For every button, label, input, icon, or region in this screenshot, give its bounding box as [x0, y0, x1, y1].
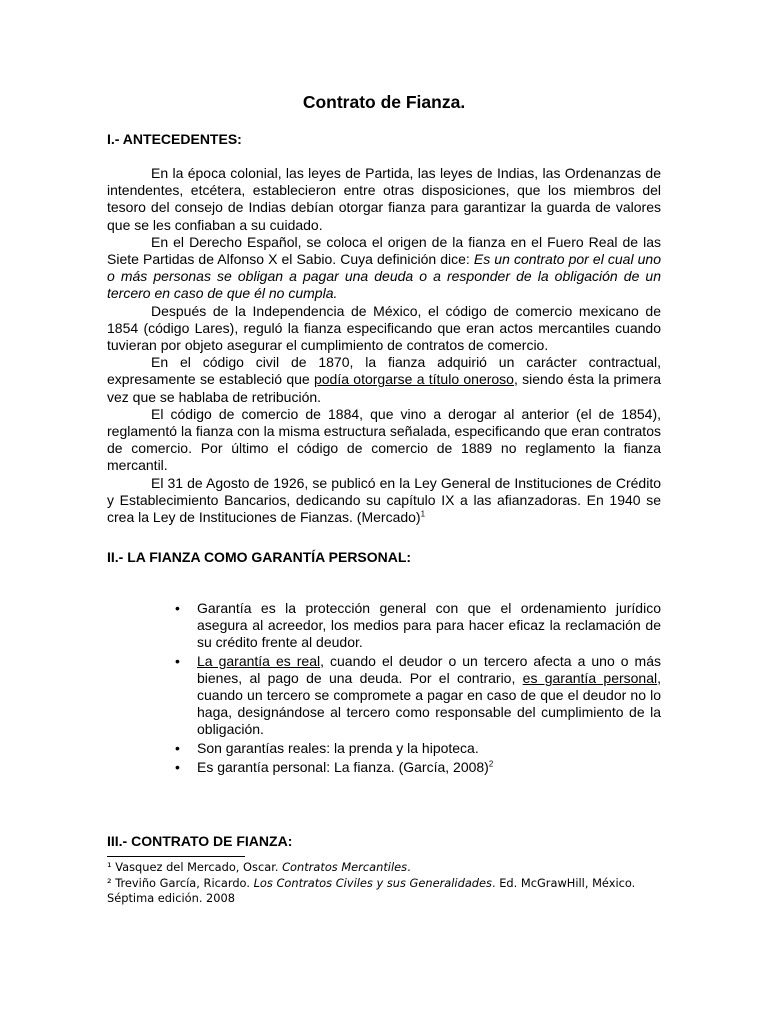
- footnote-number: ¹: [107, 860, 112, 874]
- paragraph-codigo-civil-1870: [107, 354, 661, 406]
- underlined-phrase: podía otorgarse a título oneroso: [313, 371, 514, 388]
- section-heading-contrato-de-fianza: III.- CONTRATO DE FIANZA:: [107, 833, 293, 849]
- bullet-icon: •: [175, 600, 180, 616]
- footnote-book-title: Contratos Mercantiles: [282, 860, 408, 874]
- paragraph-text: En el Derecho Español, se coloca el origen de la fianza en el Fuero Real de las Siete Partidas de Alfonso X el Sabio. Cuya definición dice:: [107, 233, 661, 268]
- bullet-icon: •: [175, 739, 180, 756]
- list-item-text: Son garantías reales: la prenda y la hipoteca.: [197, 739, 479, 756]
- underlined-phrase: La garantía es real: [197, 652, 321, 669]
- paragraph-ley-1926: [107, 475, 661, 527]
- footnote-text: .: [407, 860, 411, 874]
- footnote-number: ²: [107, 876, 112, 890]
- footnote-ref-2[interactable]: 2: [488, 759, 494, 769]
- footnote-text: Vasquez del Mercado, Oscar.: [111, 860, 283, 874]
- paragraph-text: , siendo ésta la primera vez que se hablaba de retribución.: [107, 371, 661, 405]
- section-antecedentes-body: [107, 165, 661, 526]
- document-title: Contrato de Fianza.: [302, 92, 466, 112]
- list-item-text: Garantía es la protección general con que el ordenamiento jurídico asegura al acreedor, los medios para para hacer eficaz la reclamación de su crédito frente al deudor.: [197, 600, 661, 651]
- section-heading-garantia-personal: II.- LA FIANZA COMO GARANTÍA PERSONAL:: [107, 549, 412, 565]
- paragraph-text: En el código civil de 1870, la fianza adquirió un carácter contractual, expresamente se estableció que: [107, 354, 661, 388]
- paragraph-codigo-comercio-1884: El código de comercio de 1884, que vino a derogar al anterior (el de 1854), reglamentó la fianza con la misma estructura señalada, especificando que eran contratos de comercio. Por último el código de comercio de 1889 no reglamento la fianza mercantil.: [107, 405, 661, 474]
- footnote-separator: [107, 856, 245, 857]
- list-item: [175, 759, 661, 776]
- list-item: [175, 653, 661, 739]
- section-heading-antecedentes: I.- ANTECEDENTES:: [107, 131, 242, 147]
- list-item-text: Es garantía personal: La fianza. (García, 2008): [197, 758, 489, 775]
- list-item: [175, 600, 661, 652]
- footnote-2: [107, 876, 661, 905]
- footnote-ref-1[interactable]: 1: [420, 509, 426, 519]
- footnote-text: . Ed. McGrawHill, México. Séptima edición. 2008: [107, 876, 636, 905]
- bullet-icon: •: [175, 652, 180, 669]
- underlined-phrase: es garantía personal: [522, 669, 658, 686]
- paragraph-colonial: En la época colonial, las leyes de Partida, las leyes de Indias, las Ordenanzas de intendentes, etcétera, establecieron entre otras disposiciones, que los miembros del tesoro del consejo de Indias debían otorgar fianza para garantizar la guarda de valores que se les confiaban a su cuidado.: [107, 165, 661, 233]
- garantia-bullet-list: [175, 600, 661, 777]
- list-item: [175, 740, 661, 757]
- paragraph-text: El 31 de Agosto de 1926, se publicó en la Ley General de Instituciones de Crédito y Establecimiento Bancarios, dedicando su capítulo IX a las afianzadoras. En 1940 se crea la Ley de Instituciones de Fianzas. (Mercado): [107, 474, 661, 526]
- list-item-text: , cuando un tercero se compromete a pagar en caso de que el deudor no lo haga, designándose al tercero como responsable del cumplimiento de la obligación.: [197, 669, 662, 738]
- paragraph-derecho-espanol: [107, 234, 661, 303]
- footnote-text: Treviño García, Ricardo.: [111, 876, 254, 890]
- footnote-book-title: Los Contratos Civiles y sus Generalidades: [253, 876, 492, 890]
- bullet-icon: •: [175, 758, 180, 775]
- definition-quote: Es un contrato por el cual uno o más personas se obligan a pagar una deuda o a responder de la obligación de un tercero en caso de que él no cumpla.: [107, 251, 661, 302]
- list-item-text: , cuando el deudor o un tercero afecta a uno o más bienes, al pago de una deuda. Por el contrario,: [197, 652, 661, 686]
- paragraph-independencia: Después de la Independencia de México, el código de comercio mexicano de 1854 (código Lares), reguló la fianza especificando que eran actos mercantiles cuando tuvieran por objeto asegurar el cumplimiento de contratos de comercio.: [107, 302, 661, 354]
- footnote-1: [107, 860, 661, 875]
